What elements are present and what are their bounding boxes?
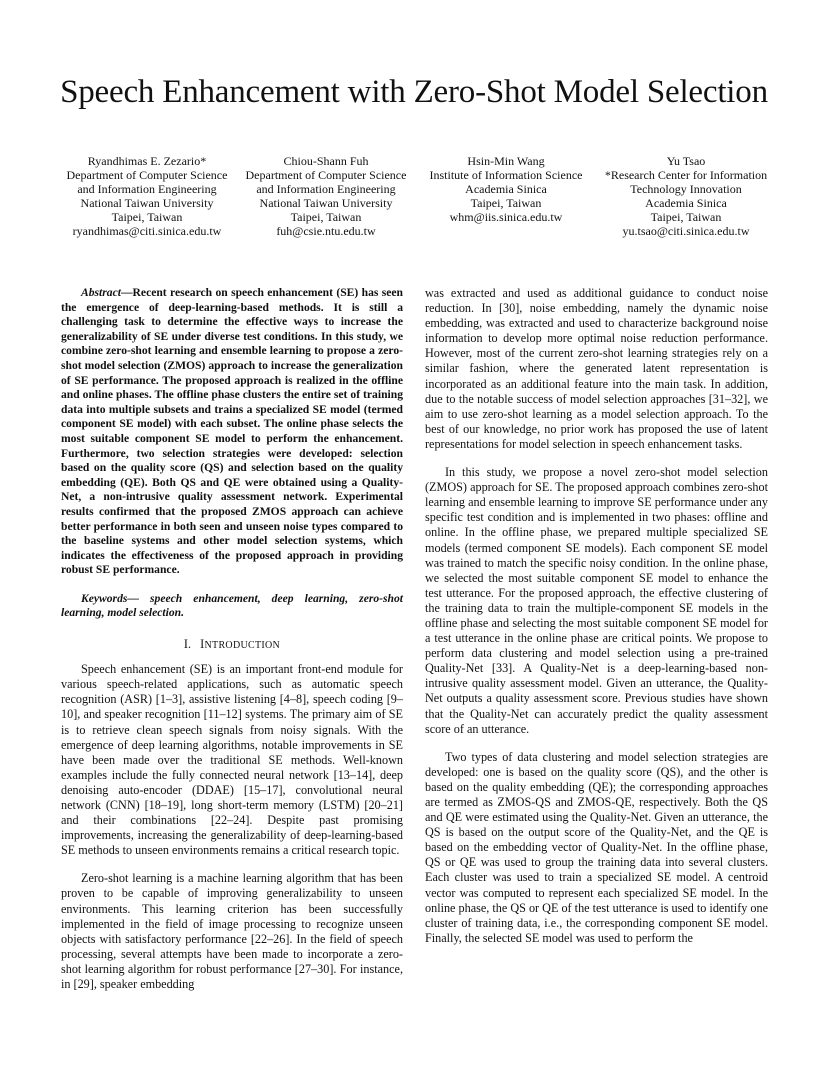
author-affiliation: and Information Engineering — [256, 182, 396, 196]
author-affiliation: Department of Computer Science — [66, 168, 228, 182]
author-affiliation: Institute of Information Science — [429, 168, 583, 182]
author-affiliation: and Information Engineering — [77, 182, 217, 196]
author-name: Yu Tsao — [666, 154, 706, 168]
author-affiliation: Academia Sinica — [645, 196, 727, 210]
body-paragraph: was extracted and used as additional guidance to conduct noise reduction. In [30], noise embedding, namely the dynamic noise embedding, was extracted and used to characterize background noise information to develop more optimal noise reduction performance. However, most of the current zero-shot learning strategies rely on a similar fashion, where the generated latent representation is incorporated as an additional feature into the main task. In addition, due to the notable success of model selection approaches [31–32], we aim to use zero-shot learning as a model selection approach. To the best of our knowledge, no prior work has proposed the use of latent representations for model selection in speech enhancement tasks. — [425, 286, 768, 451]
right-column — [425, 286, 768, 946]
paper-title: Speech Enhancement with Zero-Shot Model Selection — [60, 74, 768, 110]
author-email: fuh@csie.ntu.edu.tw — [276, 224, 376, 238]
body-paragraph: Two types of data clustering and model selection strategies are developed: one is based on the quality score (QS), and the other is based on the quality embedding (QE); the corresponding approaches are termed as ZMOS-QS and ZMOS-QE, respectively. Both the QS and QE were estimated using the Quality-Net. Given an utterance, the QS is based on the output score of the Quality-Net, and the QE is based on the embedding vector of Quality-Net. In the offline phase, QS or QE was used to group the training data into several clusters. Each cluster was used to train a specialized SE model. A centroid vector was computed to represent each specialized SE model. In the online phase, the QS or QE of the test utterance is used to identify one cluster of training data, i.e., the corresponding component SE model. Finally, the selected SE model was used to perform the — [425, 749, 768, 945]
author-email: yu.tsao@citi.sinica.edu.tw — [622, 224, 750, 238]
section-title: INTRODUCTION — [200, 637, 281, 652]
author-affiliation: National Taiwan University — [80, 196, 214, 210]
author-affiliation: Technology Innovation — [630, 182, 742, 196]
abstract-text: —Recent research on speech enhancement (SE) has seen the emergence of deep-learning-based methods. It is still a challenging task to determine the effective ways to increase the generalizability of SE under diverse test conditions. In this study, we combine zero-shot learning and ensemble learning to propose a zero-shot model selection (ZMOS) approach to increase the generalization of SE performance. The proposed approach is realized in the offline and online phases. The offline phase clusters the entire set of training data into multiple subsets and trains a specialized SE model (termed component SE model) with each subset. The online phase selects the most suitable component SE model to perform the enhancement. Furthermore, two selection strategies were developed: selection based on the quality score (QS) and selection based on the quality embedding (QE). Both QS and QE were obtained using a Quality-Net, a non-intrusive quality assessment network. Experimental results confirmed that the proposed ZMOS approach can achieve better performance in both seen and unseen noise types compared to the baseline systems and other model selection systems, which indicates the effectiveness of the proposed approach in providing robust SE performance. — [61, 286, 403, 577]
author-affiliation: Department of Computer Science — [245, 168, 407, 182]
author-location: Taipei, Taiwan — [650, 210, 722, 224]
author-name: Ryandhimas E. Zezario* — [87, 154, 207, 168]
body-paragraph: Speech enhancement (SE) is an important front-end module for various speech-related applications, such as automatic speech recognition (ASR) [1–3], assistive listening [4–8], speech coding [9–10], and speaker recognition [11–12] systems. The primary aim of SE is to retrieve clean speech signals from noisy signals. With the emergence of deep learning algorithms, notable improvements in SE have been made over the traditional SE methods. Well-known examples include the fully connected neural network [13–14], deep denoising auto-encoder (DDAE) [15–17], convolutional neural network (CNN) [18–19], long short-term memory (LSTM) [20–21] and their combinations [22–24]. Despite past promising improvements, increasing the generalizability of deep-learning-based SE methods to unseen environments remains a critical research topic. — [61, 662, 403, 858]
author-block-2 — [238, 154, 414, 238]
author-location: Taipei, Taiwan — [470, 196, 542, 210]
abstract-label: Abstract — [81, 286, 121, 299]
section-number: I. — [183, 637, 192, 652]
left-column — [61, 286, 403, 992]
author-location: Taipei, Taiwan — [111, 210, 183, 224]
author-email: whm@iis.sinica.edu.tw — [449, 210, 563, 224]
author-block-4 — [598, 154, 774, 238]
section-heading — [61, 637, 403, 653]
author-affiliation: Academia Sinica — [465, 182, 547, 196]
keywords: Keywords— speech enhancement, deep learning, zero-shot learning, model selection. — [61, 591, 403, 620]
author-affiliation: National Taiwan University — [259, 196, 393, 210]
body-paragraph: In this study, we propose a novel zero-shot model selection (ZMOS) approach for SE. The proposed approach combines zero-shot learning and ensemble learning to improve SE performance under any specific test condition and is implemented in two phases: offline and online. In the offline phase, we prepared multiple specialized SE models (termed component SE models). Each component SE model was trained to match the specific noisy condition. In the online phase, we selected the most suitable component SE model to enhance the test utterance. For the proposed approach, the effective clustering of the training data to train the multiple-component SE models in the offline phase and selecting the most suitable component SE model for a test utterance in the online phase are critical points. We propose to perform data clustering and model selection using a pre-trained Quality-Net [33]. A Quality-Net is a deep-learning-based non-intrusive quality assessment model. Given an utterance, the Quality-Net outputs a quality assessment score. Previous studies have shown that the Quality-Net can accurately predict the quality assessment score of an utterance. — [425, 465, 768, 736]
author-block-3 — [418, 154, 594, 224]
author-location: Taipei, Taiwan — [290, 210, 362, 224]
author-block-1 — [58, 154, 236, 238]
abstract — [61, 286, 403, 578]
body-paragraph: Zero-shot learning is a machine learning algorithm that has been proven to be capable of improving generalizability to unseen environments. This learning criterion has been successfully implemented in the field of image processing to recognize unseen objects with satisfactory performance [22–26]. In the field of speech processing, several attempts have been made to incorporate a zero-shot learning algorithm for robust performance [27–30]. For instance, in [29], speaker embedding — [61, 871, 403, 992]
author-email: ryandhimas@citi.sinica.edu.tw — [72, 224, 222, 238]
author-affiliation: *Research Center for Information — [604, 168, 768, 182]
author-name: Chiou-Shann Fuh — [283, 154, 369, 168]
author-name: Hsin-Min Wang — [467, 154, 545, 168]
